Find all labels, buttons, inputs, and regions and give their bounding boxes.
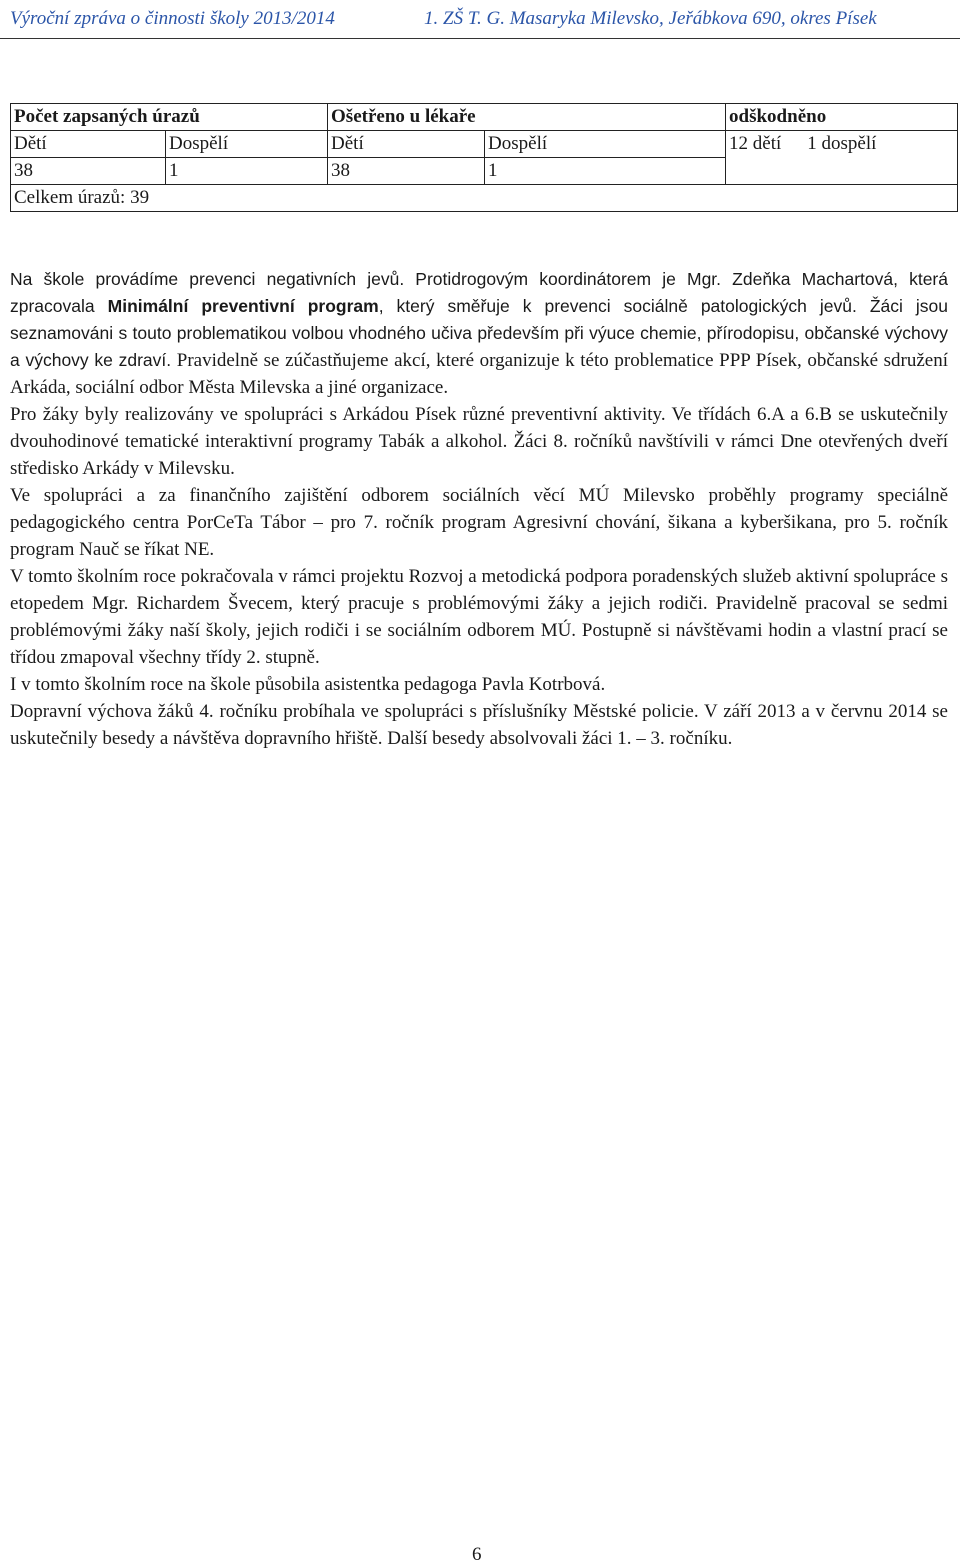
page-number: 6	[472, 1544, 482, 1565]
program-name: Minimální preventivní program	[107, 296, 379, 316]
table-cell	[726, 131, 958, 158]
table-total: Celkem úrazů: 39	[11, 185, 958, 212]
table-header-compensated: odškodněno	[726, 104, 958, 131]
table-row	[11, 158, 958, 185]
table-cell	[726, 158, 958, 185]
compensated-adults: 1 dospělí	[807, 133, 877, 155]
paragraph-prevention: Na škole provádíme prevenci negativních jevů. Protidrogovým koordinátorem je Mgr. Zdeňka Machartová, která zpracovala Minimální preventivní program, který směřuje k prevenci sociálně patologických jevů. Žáci jsou seznamováni s touto problematikou volbou vhodného učiva především při výuce chemie, přírodopisu, občanské výchovy a výchovy ke zdraví. Pravidelně se zúčastňujeme akcí, které organizuje k této problematice PPP Písek, občanské sdružení Arkáda, sociální odbor Města Milevska a jiné organizace.	[10, 269, 948, 398]
table-cell: 38	[11, 158, 166, 185]
report-title: Výroční zpráva o činnosti školy 2013/2014	[10, 8, 335, 29]
table-row	[11, 185, 958, 212]
report-body	[10, 266, 948, 752]
table-row	[11, 131, 958, 158]
paragraph-etoped: V tomto školním roce pokračovala v rámci projektu Rozvoj a metodická podpora poradenských služeb aktivní spolupráce s etopedem Mgr. Richardem Švecem, který pracuje s problémovými žáky a jejich rodiči. Pravidelně pracoval se sedmi problémovými žáky naší školy, jejich rodiči i se sociálním odborem MÚ. Postupně si návštěvami hodin a vlastní prací se třídou zmapoval všechny třídy 2. stupně.	[10, 566, 948, 668]
paragraph-activities: Pro žáky byly realizovány ve spolupráci s Arkádou Písek různé preventivní aktivity. Ve třídách 6.A a 6.B se uskutečnily dvouhodinové tematické interaktivní programy Tabák a alkohol. Žáci 8. ročníků navštívili v rámci Dne otevřených dveří středisko Arkády v Milevsku.	[10, 404, 948, 479]
paragraph-assistant: I v tomto školním roce na škole působila asistentka pedagoga Pavla Kotrbová.	[10, 674, 606, 695]
table-cell: 1	[166, 158, 328, 185]
table-cell: Dospělí	[485, 131, 726, 158]
table-cell: Dětí	[11, 131, 166, 158]
paragraph-traffic: Dopravní výchova žáků 4. ročníku probíhala ve spolupráci s příslušníky Městské policie. V září 2013 a v červnu 2014 se uskutečnily besedy a návštěva dopravního hřiště. Další besedy absolvovali žáci 1. – 3. ročníku.	[10, 701, 948, 749]
school-name: 1. ZŠ T. G. Masaryka Milevsko, Jeřábkova 690, okres Písek	[424, 8, 877, 29]
table-row	[11, 104, 958, 131]
page-header	[0, 0, 960, 39]
table-header-treated: Ošetřeno u lékaře	[328, 104, 726, 131]
table-cell: 38	[328, 158, 485, 185]
compensated-children: 12 dětí	[729, 133, 782, 155]
injury-table	[10, 103, 958, 212]
table-cell: Dětí	[328, 131, 485, 158]
paragraph-cooperation: Ve spolupráci a za finančního zajištění odborem sociálních věcí MÚ Milevsko proběhly programy speciálně pedagogického centra PorCeTa Tábor – pro 7. ročník program Agresivní chování, šikana a kyberšikana, pro 5. ročník program Nauč se říkat NE.	[10, 485, 948, 560]
table-cell: Dospělí	[166, 131, 328, 158]
table-header-injuries: Počet zapsaných úrazů	[11, 104, 328, 131]
table-cell: 1	[485, 158, 726, 185]
